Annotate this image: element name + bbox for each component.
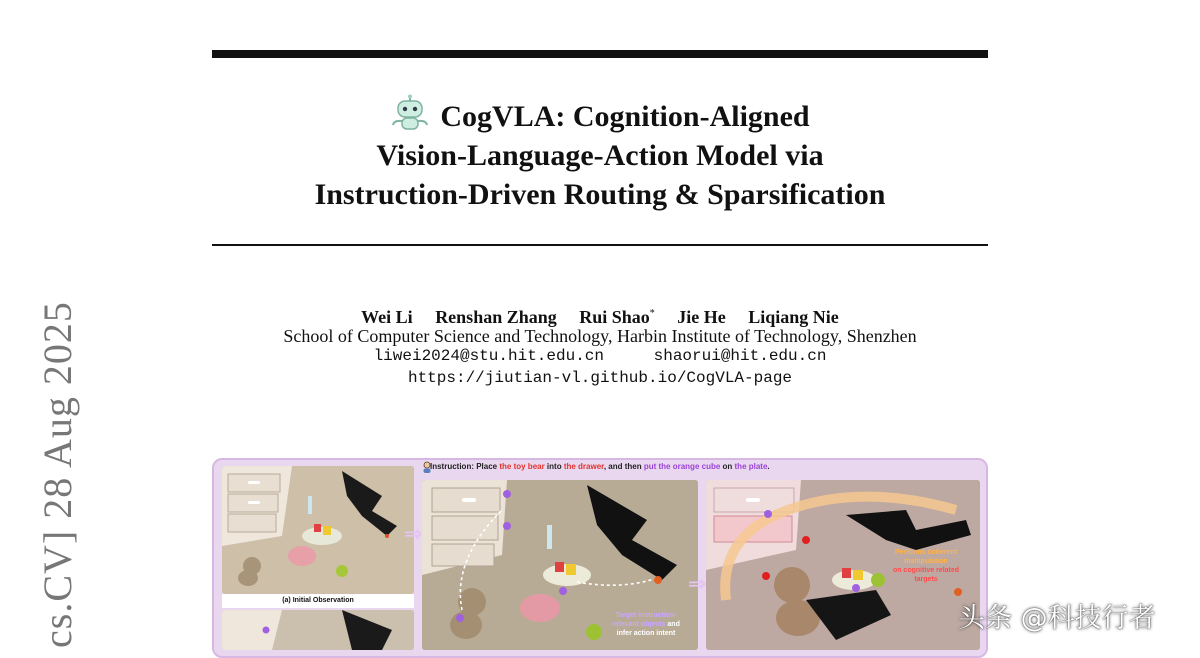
annotation-coherent-manipulation: Performs coherent manipulation on cognitive related targets [892, 549, 960, 583]
email[interactable]: liwei2024@stu.hit.edu.cn [373, 347, 604, 365]
corresponding-mark: * [649, 308, 655, 319]
author-corresponding: Rui Shao* [579, 307, 655, 327]
project-url[interactable]: https://jiutian-vl.github.io/CogVLA-page [407, 369, 793, 387]
source-watermark: 头条 @科技行者 [958, 603, 1156, 634]
emails [212, 345, 988, 367]
bottom-rule [212, 244, 988, 246]
top-rule [212, 50, 988, 58]
scene-illustration [222, 610, 414, 650]
panel-initial-observation [222, 466, 414, 594]
arrow-right-icon: ⇒ [688, 572, 707, 597]
affiliation: School of Computer Science and Technology, Harbin Institute of Technology, Shenzhen [283, 326, 917, 346]
panel-secondary-view [222, 610, 414, 650]
author: Wei Li [361, 307, 413, 327]
author: Renshan Zhang [435, 307, 557, 327]
arxiv-stamp: cs.CV] 28 Aug 2025 [35, 301, 80, 648]
annotation-target-objects: Target instruction- relevant objects and infer action intent [612, 612, 680, 637]
instruction-text: Instruction: Place the toy bear into the drawer, and then put the orange cube on the plate. [430, 462, 770, 471]
panel-a-caption: (a) Initial Observation [222, 594, 414, 608]
paper-title [212, 94, 988, 214]
title-line-2: Vision-Language-Action Model via [376, 139, 824, 172]
robot-mascot-icon [390, 94, 430, 132]
email[interactable]: shaorui@hit.edu.cn [653, 347, 827, 365]
arrow-right-icon: ⇒ [404, 522, 423, 547]
scene-illustration [222, 466, 414, 594]
title-line-1: CogVLA: Cognition-Aligned [212, 94, 988, 136]
title-line-3: Instruction-Driven Routing & Sparsification [314, 178, 886, 211]
author: Jie He [677, 307, 726, 327]
author: Liqiang Nie [748, 307, 839, 327]
